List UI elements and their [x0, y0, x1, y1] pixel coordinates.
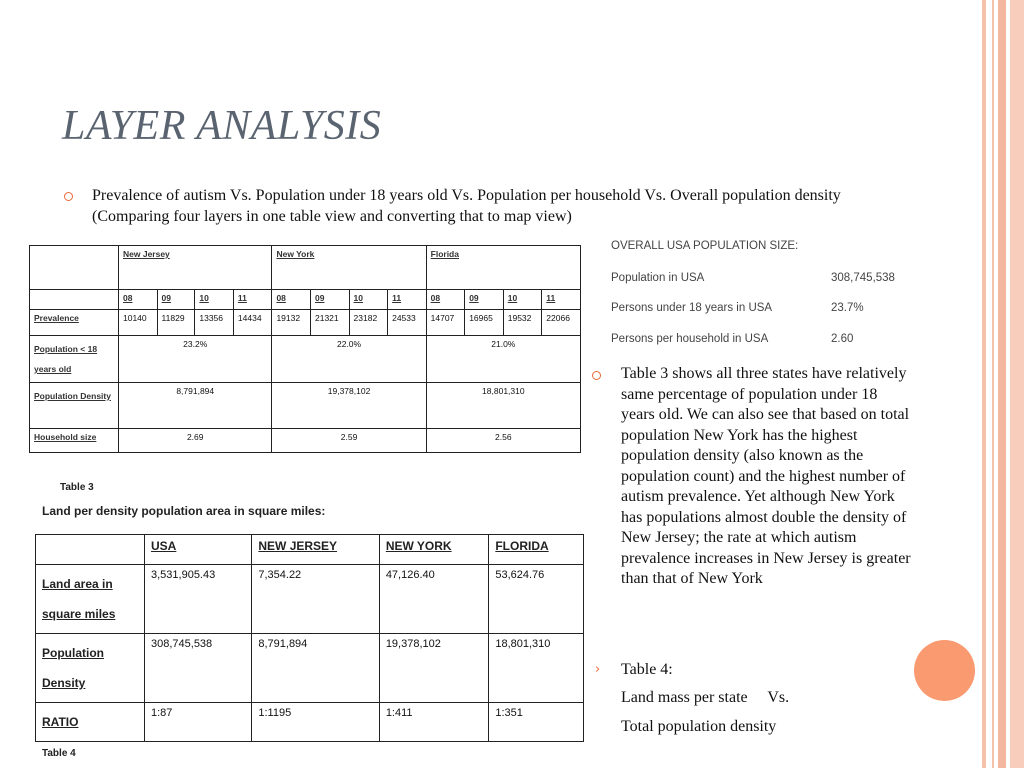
year-header: 11: [388, 290, 427, 310]
row-label: Household size: [30, 429, 119, 453]
usa-stat-value: 23.7%: [831, 302, 864, 314]
row-label: Population Density: [36, 634, 145, 703]
table-cell: 16965: [465, 310, 504, 336]
table-cell: 23.2%: [119, 336, 272, 383]
table-cell: 2.59: [272, 429, 426, 453]
year-header: 08: [426, 290, 465, 310]
usa-stat-row: [611, 272, 911, 284]
table-cell: 19132: [272, 310, 311, 336]
year-header: 10: [349, 290, 388, 310]
year-header: 09: [157, 290, 195, 310]
state-header: New Jersey: [119, 246, 272, 290]
column-header: FLORIDA: [489, 535, 584, 565]
year-header: 10: [195, 290, 234, 310]
table-cell: 1:87: [145, 703, 252, 742]
intro-bullet: Prevalence of autism Vs. Population under 18 years old Vs. Population per household Vs. Overall population density (Comparing four layers in one table view and converting that to map view): [92, 187, 841, 225]
table-cell: 19532: [503, 310, 542, 336]
table-4: [35, 534, 584, 742]
table-cell: 21.0%: [426, 336, 580, 383]
table-cell: 47,126.40: [379, 565, 489, 634]
state-header: New York: [272, 246, 426, 290]
table-4-caption: Table 4: [42, 748, 76, 759]
decor-circle: [914, 640, 975, 701]
table-3-caption: Table 3: [60, 482, 94, 493]
usa-stat-label: Population in USA: [611, 272, 705, 284]
table-cell: 2.69: [119, 429, 272, 453]
table-cell: 308,745,538: [145, 634, 252, 703]
table-4-label: Table 4:: [621, 661, 673, 678]
table-cell: 8,791,894: [119, 383, 272, 429]
table-cell: [30, 290, 119, 310]
slide-title: LAYER ANALYSIS: [62, 103, 382, 149]
table-cell: 18,801,310: [426, 383, 580, 429]
usa-stat-value: 308,745,538: [831, 272, 895, 284]
bullet-ring-icon: [592, 371, 601, 380]
table-cell: 1:351: [489, 703, 584, 742]
usa-stat-label: Persons under 18 years in USA: [611, 302, 773, 314]
decor-stripe: [992, 0, 994, 768]
usa-stat-label: Persons per household in USA: [611, 333, 769, 345]
row-label: Population < 18 years old: [30, 336, 119, 383]
decor-stripe: [1010, 0, 1024, 768]
table-cell: 10140: [119, 310, 158, 336]
table-cell: 19,378,102: [272, 383, 426, 429]
row-label: Land area in square miles: [36, 565, 145, 634]
usa-stats-heading: OVERALL USA POPULATION SIZE:: [611, 240, 799, 252]
table-cell: 22.0%: [272, 336, 426, 383]
year-header: 09: [311, 290, 350, 310]
row-label: Prevalence: [30, 310, 119, 336]
table-4-line-2: Total population density: [621, 718, 777, 735]
usa-stat-row: [611, 333, 911, 345]
arrow-bullet-icon: ›: [595, 662, 601, 677]
table-cell: 14434: [233, 310, 272, 336]
year-header: 11: [542, 290, 581, 310]
column-header: NEW YORK: [379, 535, 489, 565]
table-cell: 22066: [542, 310, 581, 336]
column-header: NEW JERSEY: [252, 535, 379, 565]
table-cell: 3,531,905.43: [145, 565, 252, 634]
year-header: 10: [503, 290, 542, 310]
table-4-heading: Land per density population area in square miles:: [42, 504, 326, 518]
table-cell: 53,624.76: [489, 565, 584, 634]
decor-stripe: [982, 0, 986, 768]
year-header: 08: [119, 290, 158, 310]
bullet-ring-icon: [64, 192, 73, 201]
table-cell: [30, 246, 119, 290]
state-header: Florida: [426, 246, 580, 290]
table-cell: 21321: [311, 310, 350, 336]
table-4-line-1: Land mass per state Vs.: [621, 689, 790, 706]
table-cell: 13356: [195, 310, 234, 336]
table-cell: 11829: [157, 310, 195, 336]
row-label: RATIO: [36, 703, 145, 742]
table-cell: 2.56: [426, 429, 580, 453]
usa-stat-value: 2.60: [831, 333, 854, 345]
table-cell: 24533: [388, 310, 427, 336]
usa-stat-row: [611, 302, 911, 314]
row-label: Population Density: [30, 383, 119, 429]
table-cell: 23182: [349, 310, 388, 336]
year-header: 08: [272, 290, 311, 310]
table-cell: 14707: [426, 310, 465, 336]
table-cell: 7,354.22: [252, 565, 379, 634]
column-header: USA: [145, 535, 252, 565]
table-3: [29, 245, 581, 453]
table-cell: 1:411: [379, 703, 489, 742]
analysis-paragraph: Table 3 shows all three states have relatively same percentage of population under 18 years old. We can also see that based on total population New York has the highest population density (also known as the population count) and the highest number of autism prevalence. Yet although New York has populations almost double the density of New Jersey; the rate at which autism prevalence increases in New Jersey is greater than that of New York: [621, 365, 911, 587]
table-cell: 19,378,102: [379, 634, 489, 703]
table-cell: 8,791,894: [252, 634, 379, 703]
year-header: 11: [233, 290, 272, 310]
table-cell: 1:1195: [252, 703, 379, 742]
year-header: 09: [465, 290, 504, 310]
decor-stripe: [998, 0, 1006, 768]
table-cell: 18,801,310: [489, 634, 584, 703]
table-cell: [36, 535, 145, 565]
